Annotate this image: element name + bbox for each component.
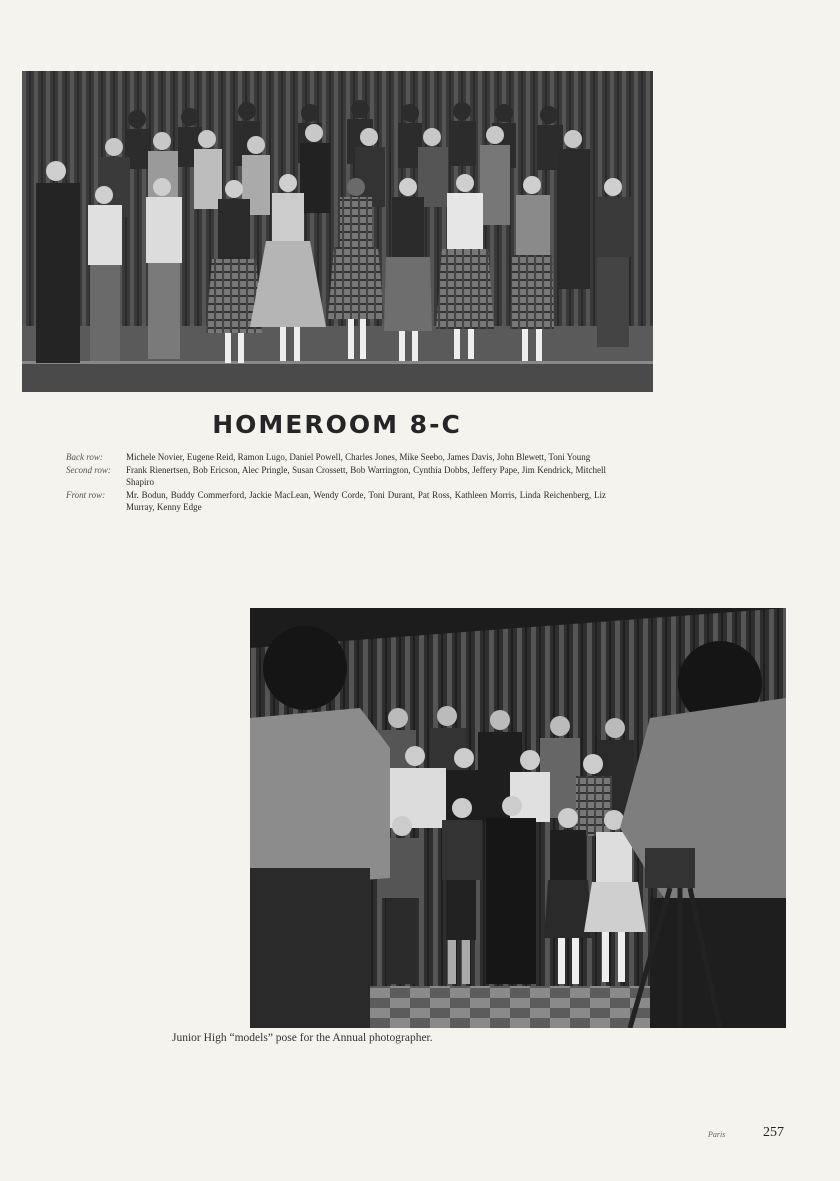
roster-listing <box>66 452 606 515</box>
roster-row-label: Second row: <box>66 465 111 476</box>
folio-name: Paris <box>708 1130 726 1139</box>
page-title: HOMEROOM 8-C <box>212 410 462 439</box>
photographer-candid-photo <box>250 608 786 1028</box>
roster-row-second <box>66 465 606 488</box>
roster-row-label: Back row: <box>66 452 103 462</box>
page-number: 257 <box>763 1125 784 1140</box>
roster-row-names: Mr. Bodun, Buddy Commerford, Jackie MacLean, Wendy Corde, Toni Durant, Pat Ross, Kathleen Morris, Linda Reichenberg, Liz Murray, Kenny Edge <box>126 490 606 512</box>
roster-row-front <box>66 490 606 513</box>
homeroom-class-photo <box>22 71 653 392</box>
photo-caption: Junior High “models” pose for the Annual photographer. <box>172 1032 433 1044</box>
roster-row-label: Front row: <box>66 490 106 501</box>
roster-row-names: Frank Rienertsen, Bob Ericson, Alec Pringle, Susan Crossett, Bob Warrington, Cynthia Dobbs, Jeffery Pape, Jim Kendrick, Mitchell Shapiro <box>126 465 606 487</box>
roster-row-names: Michele Novier, Eugene Reid, Ramon Lugo, Daniel Powell, Charles Jones, Mike Seebo, James Davis, John Blewett, Toni Young <box>126 452 591 462</box>
roster-row-back <box>66 452 606 463</box>
